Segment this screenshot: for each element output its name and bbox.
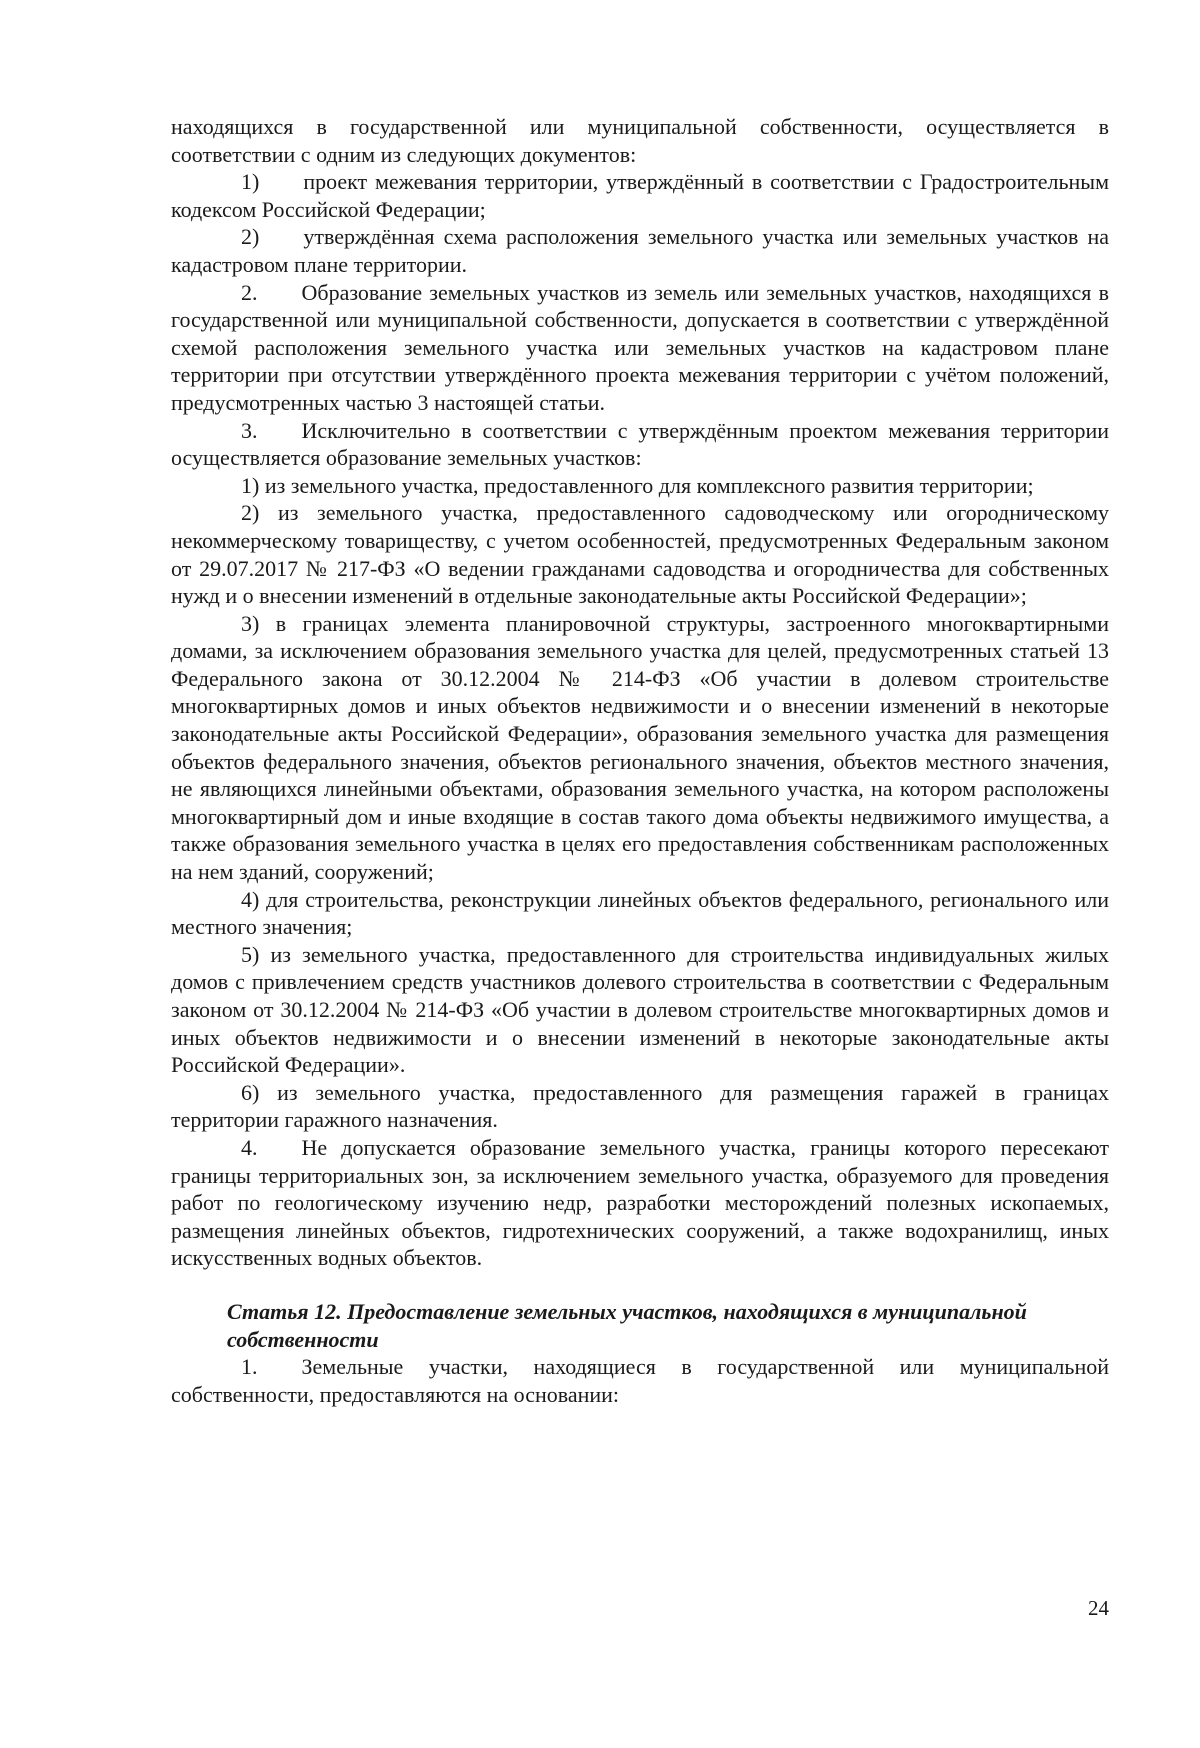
- page-number: 24: [1088, 1596, 1109, 1620]
- paragraph-intro: находящихся в государственной или муниципальной собственности, осуществляется в соответствии с одним из следующих документов:: [171, 114, 1115, 167]
- page-content: [171, 113, 1115, 1408]
- clause-2: 2. Образование земельных участков из земель или земельных участков, находящихся в государственной или муниципальной собственности, допускается в соответствии с утверждённой схемой расположения земельного участка или земельных участков на кадастровом плане территории при отсутствии утверждённого проекта межевания территории с учётом положений, предусмотренных частью 3 настоящей статьи.: [171, 279, 1115, 415]
- clause-4: 4. Не допускается образование земельного участка, границы которого пересекают границы территориальных зон, за исключением земельного участка, образуемого для проведения работ по геологическому изучению недр, разработки месторождений полезных ископаемых, размещения линейных объектов, гидротехнических сооружений, а также водохранилищ, иных искусственных водных объектов.: [171, 1134, 1115, 1271]
- clause-3: 3. Исключительно в соответствии с утверждённым проектом межевания территории осуществляется образование земельных участков:: [171, 417, 1115, 471]
- list-item-3-1: 1) из земельного участка, предоставленного для комплексного развития территории;: [241, 472, 1034, 498]
- list-item-1-2: 2) утверждённая схема расположения земельного участка или земельных участков на кадастровом плане территории.: [171, 224, 1115, 277]
- article-12-clause-1: 1. Земельные участки, находящиеся в государственной или муниципальной собственности, предоставляются на основании:: [171, 1354, 1115, 1407]
- list-item-3-4: 4) для строительства, реконструкции линейных объектов федерального, регионального или местного значения;: [171, 886, 1115, 940]
- article-12-heading: Статья 12. Предоставление земельных участков, находящихся в муниципальной собственности: [227, 1298, 1027, 1352]
- list-item-1-1: 1) проект межевания территории, утверждённый в соответствии с Градостроительным кодексом Российской Федерации;: [171, 169, 1115, 222]
- list-item-3-5: 5) из земельного участка, предоставленного для строительства индивидуальных жилых домов с привлечением средств участников долевого строительства в соответствии с Федеральным законом от 30.12.2004 № 214-ФЗ «Об участии в долевом строительстве многоквартирных домов и иных объектов недвижимости и о внесении изменений в некоторые законодательные акты Российской Федерации».: [171, 941, 1115, 1078]
- list-item-3-2: 2) из земельного участка, предоставленного садоводческому или огородническому некоммерческому товариществу, с учетом особенностей, предусмотренных Федеральным законом от 29.07.2017 № 217-ФЗ «О ведении гражданами садоводства и огородничества для собственных нужд и о внесении изменений в отдельные законодательные акты Российской Федерации»;: [171, 500, 1115, 609]
- list-item-3-6: 6) из земельного участка, предоставленного для размещения гаражей в границах территории гаражного назначения.: [171, 1079, 1115, 1133]
- list-item-3-3: 3) в границах элемента планировочной структуры, застроенного многоквартирными домами, за исключением образования земельного участка для целей, предусмотренных статьей 13 Федерального закона от 30.12.2004 № 214-ФЗ «Об участии в долевом строительстве многоквартирных домов и иных объектов недвижимости и о внесении изменений в некоторые законодательные акты Российской Федерации», образования земельного участка для размещения объектов федерального значения, объектов регионального значения, объектов местного значения, не являющихся линейными объектами, образования земельного участка, на котором расположены многоквартирный дом и иные входящие в состав такого дома объекты недвижимого имущества, а также образования земельного участка в целях его предоставления собственникам расположенных на нем зданий, сооружений;: [171, 610, 1115, 885]
